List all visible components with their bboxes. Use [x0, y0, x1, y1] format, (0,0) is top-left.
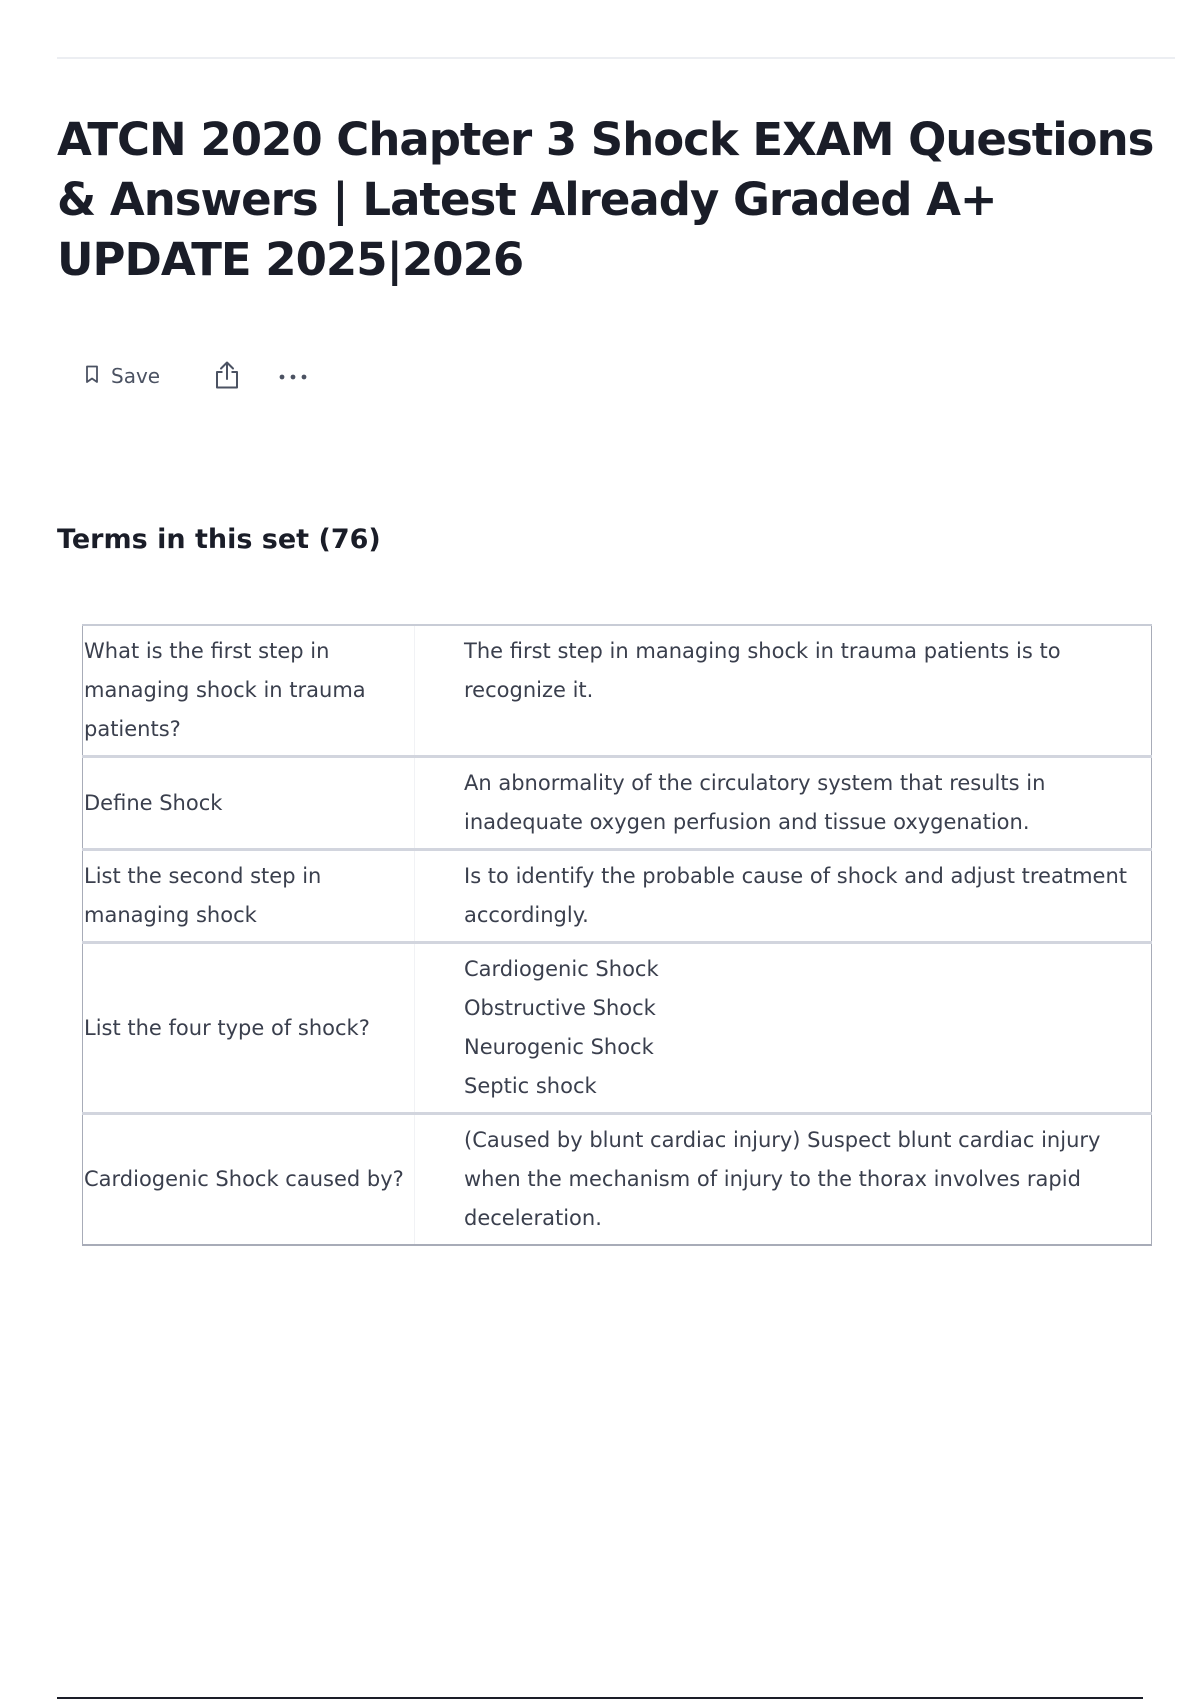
terms-table	[82, 624, 1152, 1246]
bottom-divider	[57, 1697, 1143, 1699]
share-icon	[214, 360, 240, 393]
definition-cell	[415, 943, 1152, 1114]
definition-text: An abnormality of the circulatory system that results in inadequate oxygen perfusion and tissue oxygenation.	[464, 771, 1046, 834]
definition-line: Cardiogenic Shock	[464, 957, 659, 981]
definition-cell	[415, 757, 1152, 850]
term-cell: List the four type of shock?	[83, 943, 415, 1114]
terms-heading: Terms in this set (76)	[57, 524, 381, 555]
save-button[interactable]	[85, 364, 160, 388]
definition-line: Neurogenic Shock	[464, 1035, 654, 1059]
table-row	[83, 757, 1152, 850]
table-row	[83, 850, 1152, 943]
top-divider	[57, 57, 1175, 59]
term-cell: Define Shock	[83, 757, 415, 850]
definition-text: The first step in managing shock in trauma patients is to recognize it.	[464, 639, 1061, 702]
share-button[interactable]	[214, 360, 240, 393]
page-title: ATCN 2020 Chapter 3 Shock EXAM Questions & Answers | Latest Already Graded A+ UPDATE 2025|2026	[57, 113, 1154, 286]
term-cell: Cardiogenic Shock caused by?	[83, 1114, 415, 1246]
table-row	[83, 1114, 1152, 1246]
term-cell: List the second step in managing shock	[83, 850, 415, 943]
definition-text: (Caused by blunt cardiac injury) Suspect blunt cardiac injury when the mechanism of injury to the thorax involves rapid deceleration.	[464, 1128, 1101, 1230]
table-row	[83, 625, 1152, 757]
bookmark-icon	[85, 365, 99, 387]
more-horizontal-icon	[278, 369, 308, 384]
table-row	[83, 943, 1152, 1114]
definition-cell	[415, 1114, 1152, 1246]
definition-line: Septic shock	[464, 1074, 597, 1098]
definition-cell	[415, 625, 1152, 757]
save-label: Save	[111, 364, 161, 388]
action-toolbar	[85, 356, 308, 396]
definition-line: Obstructive Shock	[464, 996, 656, 1020]
term-cell: What is the first step in managing shock in trauma patients?	[83, 625, 415, 757]
more-options-button[interactable]	[278, 369, 308, 384]
definition-text: Is to identify the probable cause of shock and adjust treatment accordingly.	[464, 864, 1127, 927]
definition-cell	[415, 850, 1152, 943]
